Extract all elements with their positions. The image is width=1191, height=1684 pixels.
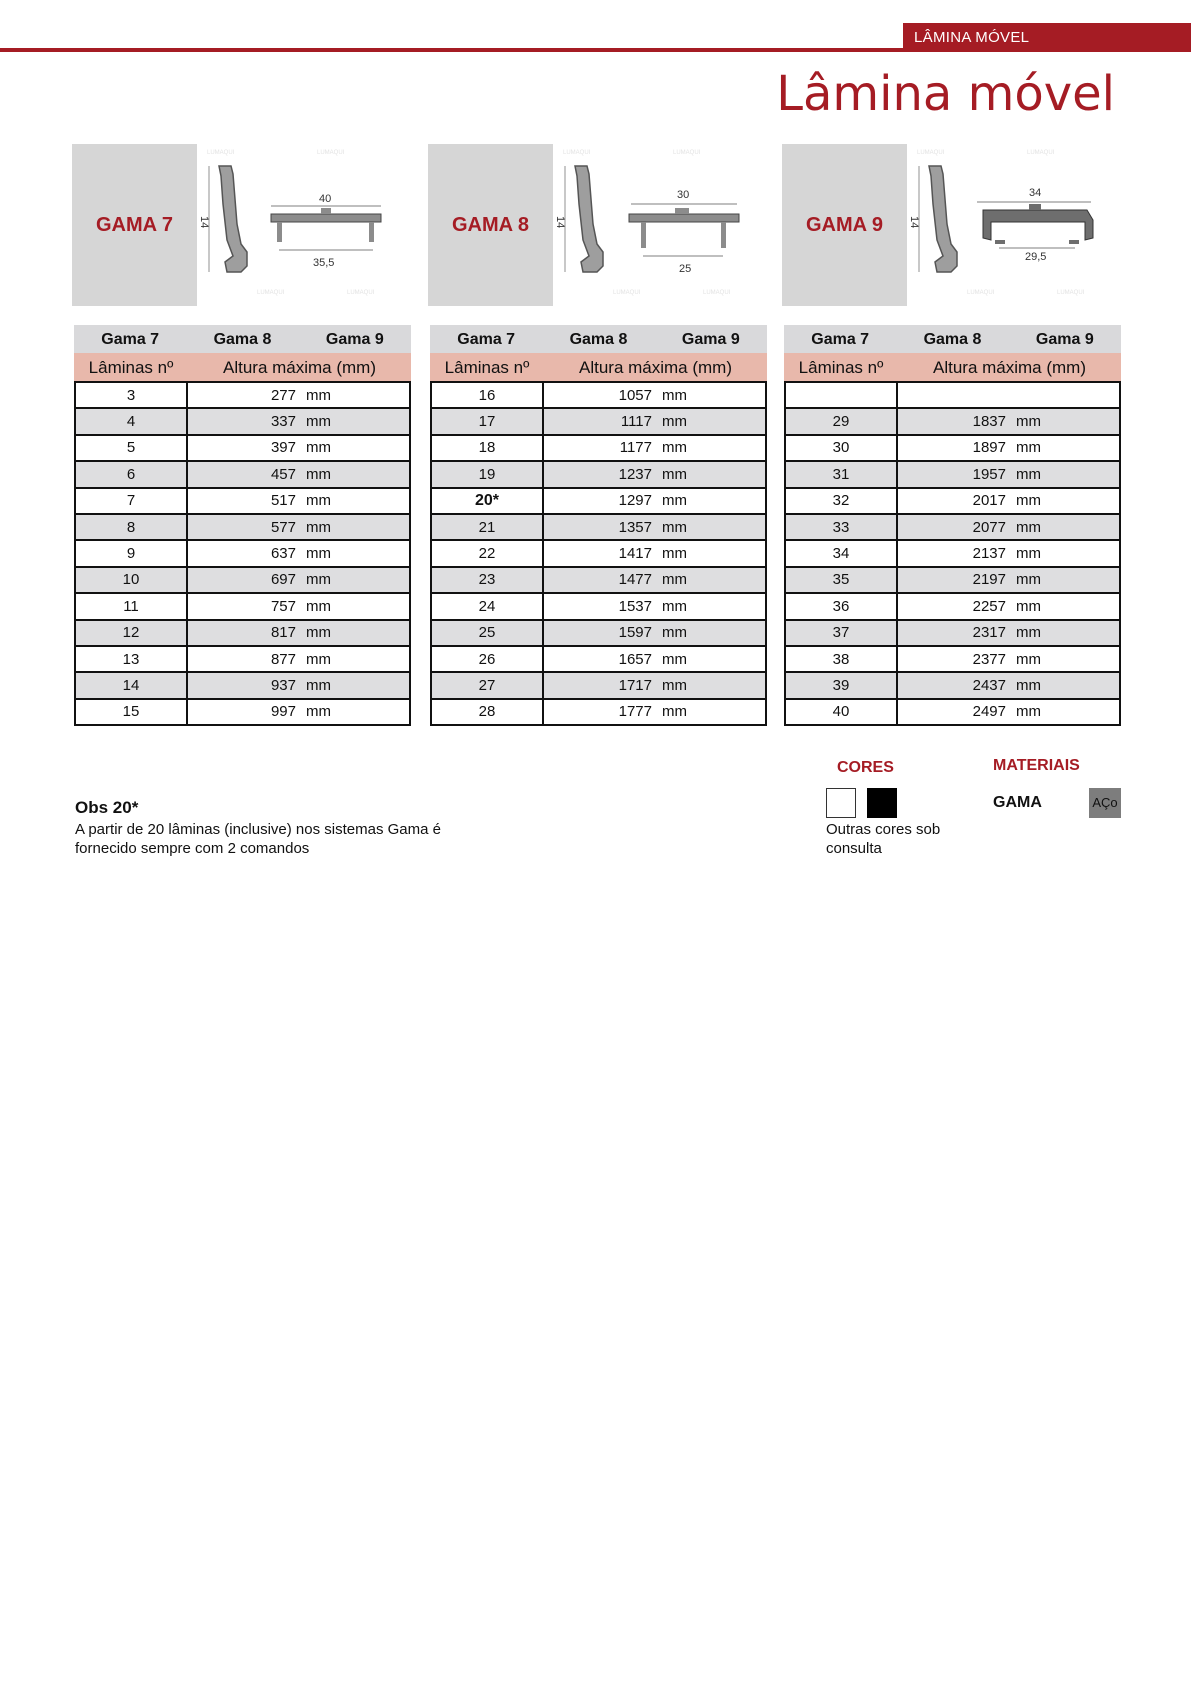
laminas-cell: 3 <box>75 382 187 408</box>
altura-value: 337 <box>270 413 296 431</box>
altura-cell <box>187 488 410 514</box>
table-row <box>431 567 766 593</box>
altura-cell <box>897 567 1120 593</box>
altura-value: 2077 <box>972 518 1006 536</box>
altura-cell <box>187 540 410 566</box>
table-row <box>785 540 1120 566</box>
altura-value: 1357 <box>618 518 652 536</box>
table-gama-header-cell: Gama 8 <box>213 331 272 348</box>
altura-value: 637 <box>270 545 296 563</box>
altura-value: 1057 <box>618 386 652 404</box>
altura-cell <box>897 514 1120 540</box>
table-row <box>431 435 766 461</box>
table-row <box>785 514 1120 540</box>
table-row <box>75 699 410 725</box>
laminas-cell: 16 <box>431 382 543 408</box>
altura-unit: mm <box>306 439 331 457</box>
page-title: Lâmina móvel <box>776 66 1115 122</box>
laminas-cell: 40 <box>785 699 897 725</box>
altura-cell <box>187 672 410 698</box>
laminas-cell: 10 <box>75 567 187 593</box>
altura-cell <box>543 461 766 487</box>
altura-cell <box>897 461 1120 487</box>
table-row <box>785 461 1120 487</box>
altura-unit: mm <box>1016 413 1041 431</box>
svg-text:LUMAQUI: LUMAQUI <box>347 290 375 296</box>
laminas-cell: 39 <box>785 672 897 698</box>
svg-text:LUMAQUI: LUMAQUI <box>917 150 945 156</box>
laminas-cell: 25 <box>431 620 543 646</box>
table-row <box>785 488 1120 514</box>
profile-drawing <box>907 144 1120 306</box>
altura-cell <box>897 646 1120 672</box>
altura-unit: mm <box>1016 650 1041 668</box>
laminas-cell: 13 <box>75 646 187 672</box>
altura-value: 1657 <box>618 650 652 668</box>
material-name: GAMA <box>993 794 1042 811</box>
laminas-cell: 15 <box>75 699 187 725</box>
laminas-cell: 6 <box>75 461 187 487</box>
altura-value: 1597 <box>618 624 652 642</box>
altura-value: 1177 <box>619 439 652 457</box>
altura-value: 2197 <box>972 571 1006 589</box>
section-tab: LÂMINA MÓVEL <box>903 23 1191 52</box>
laminas-cell: 36 <box>785 593 897 619</box>
table-row <box>75 514 410 540</box>
altura-value: 1717 <box>618 676 652 694</box>
altura-unit: mm <box>306 597 331 615</box>
altura-cell <box>187 435 410 461</box>
svg-text:LUMAQUI: LUMAQUI <box>673 150 701 156</box>
table-row <box>75 540 410 566</box>
profile-label: GAMA 9 <box>782 144 907 306</box>
altura-value: 2437 <box>972 676 1006 694</box>
laminas-cell: 32 <box>785 488 897 514</box>
table-row <box>431 672 766 698</box>
svg-text:30: 30 <box>677 189 690 201</box>
altura-unit: mm <box>1016 624 1041 642</box>
altura-unit: mm <box>662 465 687 483</box>
altura-unit: mm <box>1016 518 1041 536</box>
table-gama-header-cell: Gama 7 <box>811 331 870 348</box>
altura-cell <box>543 514 766 540</box>
col-altura-header: Altura máxima (mm) <box>578 358 732 377</box>
table-gama-header <box>74 325 411 353</box>
col-altura-header: Altura máxima (mm) <box>932 358 1086 377</box>
altura-unit: mm <box>662 571 687 589</box>
laminas-cell: 38 <box>785 646 897 672</box>
altura-value: 1537 <box>618 597 652 615</box>
table-row <box>75 672 410 698</box>
altura-value: 1237 <box>618 465 652 483</box>
profile-section-icon <box>907 144 1120 306</box>
table-row <box>431 646 766 672</box>
altura-unit: mm <box>306 413 331 431</box>
table-row <box>431 699 766 725</box>
laminas-cell: 33 <box>785 514 897 540</box>
svg-text:35,5: 35,5 <box>313 257 335 269</box>
altura-unit: mm <box>306 571 331 589</box>
laminas-cell: 30 <box>785 435 897 461</box>
table-row <box>75 488 410 514</box>
altura-value: 1957 <box>972 465 1006 483</box>
height-table-1 <box>74 325 411 726</box>
color-swatch-white <box>826 788 856 818</box>
laminas-cell: 23 <box>431 567 543 593</box>
laminas-cell: 27 <box>431 672 543 698</box>
altura-unit: mm <box>662 413 687 431</box>
laminas-cell: 21 <box>431 514 543 540</box>
altura-value: 277 <box>270 386 296 404</box>
laminas-cell: 9 <box>75 540 187 566</box>
svg-text:14: 14 <box>554 216 566 229</box>
altura-unit: mm <box>1016 465 1041 483</box>
table-row <box>75 382 410 408</box>
table-gama-header-cell: Gama 9 <box>1035 331 1094 348</box>
table-row <box>431 620 766 646</box>
laminas-cell: 11 <box>75 593 187 619</box>
altura-cell <box>543 408 766 434</box>
svg-text:LUMAQUI: LUMAQUI <box>703 290 731 296</box>
table-row <box>785 567 1120 593</box>
altura-cell <box>897 620 1120 646</box>
altura-cell <box>187 514 410 540</box>
altura-value: 577 <box>270 518 296 536</box>
laminas-cell: 19 <box>431 461 543 487</box>
altura-value: 1297 <box>618 492 652 510</box>
altura-cell <box>187 646 410 672</box>
laminas-cell: 24 <box>431 593 543 619</box>
table-row <box>75 408 410 434</box>
profile-gama-8 <box>428 144 766 306</box>
table-gama-header <box>430 325 767 353</box>
altura-value: 397 <box>270 439 296 457</box>
table-gama-header-cell: Gama 9 <box>681 331 740 348</box>
altura-unit: mm <box>1016 545 1041 563</box>
altura-cell <box>543 699 766 725</box>
table-row <box>785 672 1120 698</box>
height-table-2 <box>430 325 767 726</box>
altura-value: 1897 <box>972 439 1006 457</box>
altura-value: 1777 <box>618 703 652 721</box>
altura-unit: mm <box>1016 571 1041 589</box>
profile-section-icon <box>553 144 766 306</box>
table-row <box>75 620 410 646</box>
altura-value: 2137 <box>972 545 1006 563</box>
altura-cell <box>897 488 1120 514</box>
laminas-cell: 35 <box>785 567 897 593</box>
height-table-3 <box>784 325 1121 726</box>
laminas-cell: 34 <box>785 540 897 566</box>
altura-unit: mm <box>306 386 331 404</box>
table-gama-header-cell: Gama 8 <box>569 331 628 348</box>
altura-unit: mm <box>662 703 687 721</box>
table-row <box>431 488 766 514</box>
profile-label: GAMA 7 <box>72 144 197 306</box>
altura-cell <box>187 408 410 434</box>
laminas-cell: 12 <box>75 620 187 646</box>
svg-text:LUMAQUI: LUMAQUI <box>563 150 591 156</box>
altura-cell <box>187 593 410 619</box>
altura-unit: mm <box>662 386 687 404</box>
altura-value: 1417 <box>618 545 652 563</box>
altura-cell <box>543 488 766 514</box>
table-row <box>785 593 1120 619</box>
height-data-table <box>430 381 767 726</box>
table-gama-header-cell: Gama 8 <box>923 331 982 348</box>
color-swatch-black <box>867 788 897 818</box>
profile-drawing <box>197 144 410 306</box>
altura-unit: mm <box>662 492 687 510</box>
col-laminas-header: Lâminas nº <box>444 358 530 377</box>
table-gama-header-cell: Gama 7 <box>457 331 516 348</box>
profile-gama-9 <box>782 144 1120 306</box>
profile-drawing <box>553 144 766 306</box>
altura-unit: mm <box>662 624 687 642</box>
laminas-cell: 29 <box>785 408 897 434</box>
altura-cell <box>543 540 766 566</box>
altura-unit: mm <box>662 518 687 536</box>
laminas-cell: 4 <box>75 408 187 434</box>
altura-cell <box>187 620 410 646</box>
altura-cell <box>897 593 1120 619</box>
altura-unit: mm <box>662 439 687 457</box>
altura-unit: mm <box>662 676 687 694</box>
laminas-cell: 26 <box>431 646 543 672</box>
altura-cell <box>543 646 766 672</box>
altura-value: 2377 <box>972 650 1006 668</box>
table-row <box>431 382 766 408</box>
table-row <box>785 646 1120 672</box>
altura-cell <box>543 435 766 461</box>
altura-cell <box>897 435 1120 461</box>
table-row <box>75 593 410 619</box>
svg-text:14: 14 <box>908 216 920 229</box>
altura-cell <box>187 567 410 593</box>
table-row <box>785 699 1120 725</box>
altura-cell <box>187 382 410 408</box>
svg-text:40: 40 <box>319 193 332 205</box>
laminas-cell: 18 <box>431 435 543 461</box>
col-altura-header: Altura máxima (mm) <box>222 358 376 377</box>
svg-text:LUMAQUI: LUMAQUI <box>257 290 285 296</box>
table-row <box>431 408 766 434</box>
altura-unit: mm <box>306 624 331 642</box>
altura-cell <box>543 593 766 619</box>
altura-unit: mm <box>662 545 687 563</box>
altura-unit: mm <box>306 545 331 563</box>
laminas-cell: 8 <box>75 514 187 540</box>
laminas-cell: 28 <box>431 699 543 725</box>
altura-cell <box>897 672 1120 698</box>
altura-cell <box>897 408 1120 434</box>
altura-value: 877 <box>270 650 296 668</box>
altura-cell <box>897 382 1120 408</box>
svg-text:LUMAQUI: LUMAQUI <box>613 290 641 296</box>
altura-value: 757 <box>270 597 296 615</box>
altura-unit: mm <box>662 650 687 668</box>
table-gama-header-cell: Gama 7 <box>101 331 160 348</box>
col-laminas-header: Lâminas nº <box>88 358 174 377</box>
cores-note: Outras cores sob consulta <box>826 821 941 857</box>
laminas-cell: 17 <box>431 408 543 434</box>
table-row <box>75 435 410 461</box>
table-row <box>75 461 410 487</box>
table-row <box>431 593 766 619</box>
laminas-cell: 5 <box>75 435 187 461</box>
laminas-cell: 22 <box>431 540 543 566</box>
altura-cell <box>187 461 410 487</box>
altura-unit: mm <box>306 676 331 694</box>
altura-value: 1477 <box>618 571 652 589</box>
laminas-cell: 31 <box>785 461 897 487</box>
laminas-cell: 7 <box>75 488 187 514</box>
altura-unit: mm <box>1016 439 1041 457</box>
height-data-table <box>784 381 1121 726</box>
laminas-cell: 37 <box>785 620 897 646</box>
obs-text: A partir de 20 lâminas (inclusive) nos sistemas Gama é fornecido sempre com 2 comandos <box>75 821 441 857</box>
table-row <box>431 540 766 566</box>
altura-cell <box>543 672 766 698</box>
altura-unit: mm <box>1016 703 1041 721</box>
table-row <box>785 620 1120 646</box>
table-row <box>785 382 1120 408</box>
altura-value: 2017 <box>972 492 1006 510</box>
altura-cell <box>543 382 766 408</box>
altura-cell <box>187 699 410 725</box>
profile-section-icon <box>197 144 410 306</box>
altura-cell <box>543 620 766 646</box>
material-chip: AÇo <box>1089 788 1121 818</box>
svg-text:LUMAQUI: LUMAQUI <box>317 150 345 156</box>
laminas-cell <box>785 382 897 408</box>
cores-title: CORES <box>837 759 894 776</box>
altura-unit: mm <box>306 518 331 536</box>
altura-cell <box>543 567 766 593</box>
table-gama-header <box>784 325 1121 353</box>
svg-text:34: 34 <box>1029 187 1042 199</box>
altura-value: 2317 <box>972 624 1006 642</box>
materiais-title: MATERIAIS <box>993 757 1080 774</box>
table-row <box>431 461 766 487</box>
laminas-cell: 14 <box>75 672 187 698</box>
altura-value: 697 <box>270 571 296 589</box>
table-column-header <box>430 353 767 381</box>
altura-value: 997 <box>270 703 296 721</box>
altura-unit: mm <box>1016 676 1041 694</box>
profile-gama-7 <box>72 144 410 306</box>
svg-text:LUMAQUI: LUMAQUI <box>207 150 235 156</box>
altura-unit: mm <box>1016 492 1041 510</box>
table-row <box>75 567 410 593</box>
table-row <box>431 514 766 540</box>
table-row <box>785 435 1120 461</box>
laminas-cell: 20* <box>431 488 543 514</box>
svg-text:LUMAQUI: LUMAQUI <box>967 290 995 296</box>
altura-value: 1837 <box>972 413 1006 431</box>
altura-value: 457 <box>270 465 296 483</box>
altura-value: 937 <box>270 676 296 694</box>
table-row <box>75 646 410 672</box>
table-column-header <box>74 353 411 381</box>
altura-cell <box>897 699 1120 725</box>
svg-text:25: 25 <box>679 263 692 275</box>
svg-text:29,5: 29,5 <box>1025 251 1047 263</box>
altura-value: 2497 <box>972 703 1006 721</box>
altura-unit: mm <box>306 650 331 668</box>
altura-unit: mm <box>662 597 687 615</box>
svg-text:LUMAQUI: LUMAQUI <box>1027 150 1055 156</box>
table-column-header <box>784 353 1121 381</box>
obs-title: Obs 20* <box>75 798 139 817</box>
altura-unit: mm <box>1016 597 1041 615</box>
profile-label: GAMA 8 <box>428 144 553 306</box>
col-laminas-header: Lâminas nº <box>798 358 884 377</box>
table-row <box>785 408 1120 434</box>
altura-value: 1117 <box>620 413 652 431</box>
altura-unit: mm <box>306 703 331 721</box>
table-gama-header-cell: Gama 9 <box>325 331 384 348</box>
altura-unit: mm <box>306 465 331 483</box>
svg-text:LUMAQUI: LUMAQUI <box>1057 290 1085 296</box>
altura-value: 2257 <box>972 597 1006 615</box>
svg-text:14: 14 <box>198 216 210 229</box>
altura-value: 817 <box>270 624 296 642</box>
altura-unit: mm <box>306 492 331 510</box>
height-data-table <box>74 381 411 726</box>
altura-value: 517 <box>270 492 296 510</box>
altura-cell <box>897 540 1120 566</box>
